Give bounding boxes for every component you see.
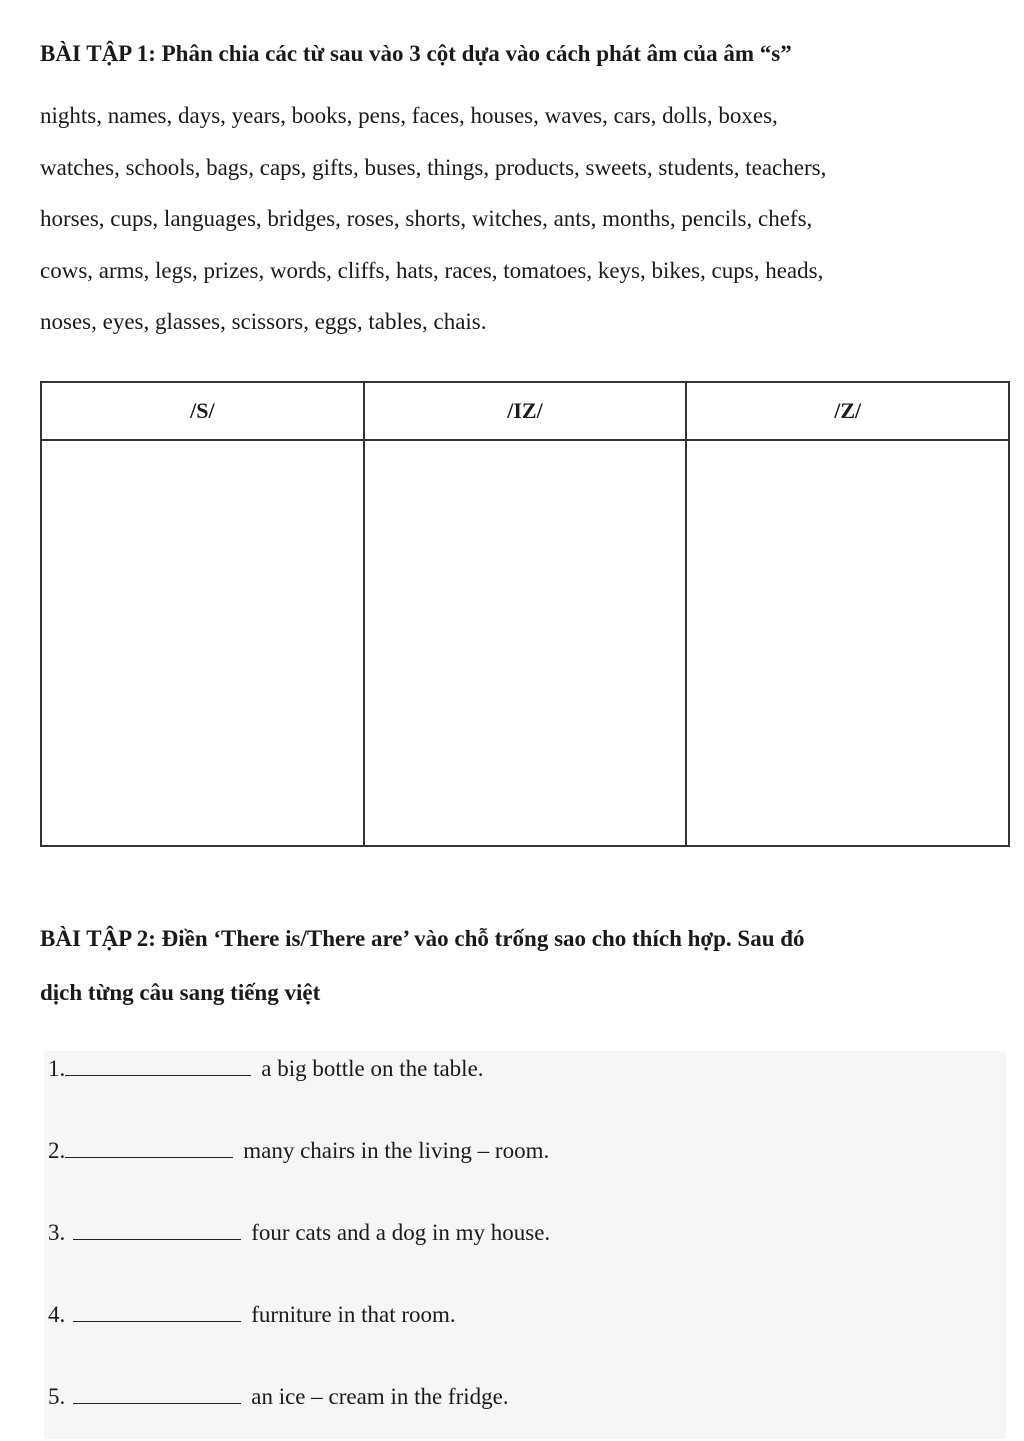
sentence-item	[48, 1135, 549, 1167]
answer-blank[interactable]	[73, 1217, 241, 1240]
sentence-number: 1.	[48, 1056, 66, 1081]
sentence-number: 5.	[48, 1384, 66, 1409]
column-header-iz: /IZ/	[364, 382, 687, 440]
sentence-item	[48, 1299, 456, 1331]
answer-blank[interactable]	[73, 1381, 241, 1404]
sentence-number: 2.	[48, 1138, 66, 1163]
word-list-line: cows, arms, legs, prizes, words, cliffs, hats, races, tomatoes, keys, bikes, cups, heads,	[40, 257, 824, 283]
column-header-s: /S/	[41, 382, 364, 440]
answer-cell-z[interactable]	[686, 440, 1009, 846]
sentence-item	[48, 1217, 550, 1249]
word-list-line: nights, names, days, years, books, pens, faces, houses, waves, cars, dolls, boxes,	[40, 103, 778, 128]
answer-cell-iz[interactable]	[364, 440, 687, 846]
pronunciation-table	[40, 381, 1010, 847]
word-list-line: noses, eyes, glasses, scissors, eggs, tables, chais.	[40, 309, 487, 334]
exercise-1-title: BÀI TẬP 1: Phân chia các từ sau vào 3 cột dựa vào cách phát âm của âm “s”	[40, 41, 792, 66]
sentence-number: 3.	[48, 1220, 66, 1245]
answer-cell-s[interactable]	[41, 440, 364, 846]
word-list-line: horses, cups, languages, bridges, roses, shorts, witches, ants, months, pencils, chefs,	[40, 206, 813, 231]
sentence-text: furniture in that room.	[251, 1302, 456, 1327]
sentence-number: 4.	[48, 1302, 66, 1327]
exercise-2-title: BÀI TẬP 2: Điền ‘There is/There are’ vào chỗ trống sao cho thích hợp. Sau đó	[40, 926, 805, 951]
word-list-line: watches, schools, bags, caps, gifts, buses, things, products, sweets, students, teachers,	[40, 154, 827, 180]
sentence-text: an ice – cream in the fridge.	[251, 1384, 509, 1409]
word-list	[40, 102, 1010, 360]
answer-blank[interactable]	[65, 1135, 233, 1158]
sentence-text: four cats and a dog in my house.	[251, 1220, 551, 1245]
sentence-list	[44, 1051, 1006, 1439]
column-header-z: /Z/	[686, 382, 1009, 440]
sentence-text: many chairs in the living – room.	[243, 1138, 550, 1163]
exercise-2-title-continued: dịch từng câu sang tiếng việt	[40, 980, 321, 1005]
answer-blank[interactable]	[65, 1053, 251, 1076]
sentence-item	[48, 1381, 509, 1413]
sentence-item	[48, 1053, 484, 1085]
answer-blank[interactable]	[73, 1299, 241, 1322]
sentence-text: a big bottle on the table.	[261, 1056, 484, 1081]
